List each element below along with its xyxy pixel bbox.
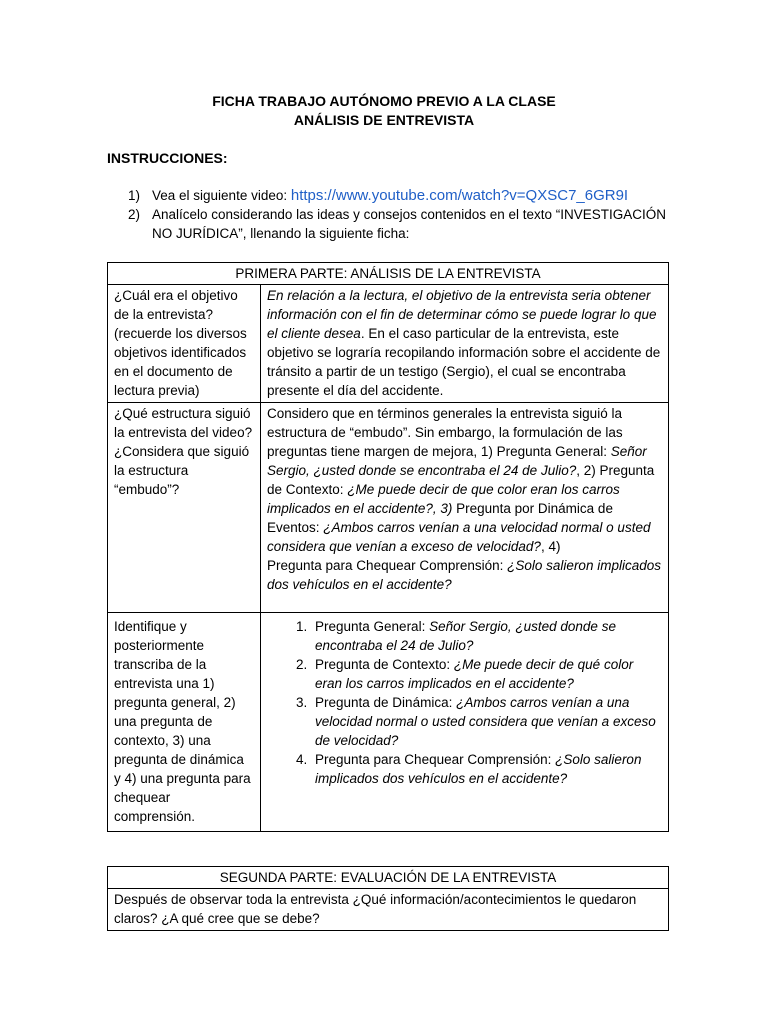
question-transcribe: Identifique y posteriormente transcriba de la entrevista una 1) pregunta general, 2) una pregunta de contexto, 3) una pregunta de dinámica y 4) una pregunta para chequear comprensión. bbox=[108, 613, 261, 832]
document-subtitle: ANÁLISIS DE ENTREVISTA bbox=[293, 112, 475, 128]
list-item: 4. Pregunta para Chequear Comprensión: ¿Solo salieron implicados dos vehículos en el accidente? bbox=[311, 750, 662, 788]
video-link[interactable]: https://www.youtube.com/watch?v=QXSC7_6GR9I bbox=[290, 187, 629, 204]
step-text: Analícelo considerando las ideas y consejos contenidos en el texto “INVESTIGACIÓN NO JURÍDICA”, llenando la siguiente ficha: bbox=[152, 207, 667, 241]
answer-transcribe[interactable] bbox=[261, 613, 669, 832]
list-item: 3. Pregunta de Dinámica: ¿Ambos carros venían a una velocidad normal o usted considera que venían a exceso de velocidad? bbox=[311, 693, 662, 750]
part2-heading: SEGUNDA PARTE: EVALUACIÓN DE LA ENTREVISTA bbox=[108, 867, 669, 889]
step-text: Vea el siguiente video: bbox=[152, 188, 291, 203]
question-structure: ¿Qué estructura siguió la entrevista del video? ¿Considera que siguió la estructura “embudo”? bbox=[108, 403, 261, 613]
evaluation-question[interactable]: Después de observar toda la entrevista ¿Qué información/acontecimientos le quedaron claros? ¿A qué cree que se debe? bbox=[108, 889, 669, 931]
list-item: 1. Pregunta General: Señor Sergio, ¿usted donde se encontraba el 24 de Julio? bbox=[311, 617, 662, 655]
evaluation-table bbox=[107, 866, 669, 931]
step-2 bbox=[128, 205, 688, 243]
question-objective: ¿Cuál era el objetivo de la entrevista? (recuerde los diversos objetivos identificados en el documento de lectura previa) bbox=[108, 285, 261, 403]
step-number: 1) bbox=[128, 188, 141, 203]
answer-structure[interactable]: Considero que en términos generales la entrevista siguió la estructura de “embudo”. Sin embargo, la formulación de las preguntas tiene margen de mejora, 1) Pregunta General: Señor Sergio, ¿usted donde se encontraba el 24 de Julio?, 2) Pregunta de Contexto: ¿Me puede decir de que color eran los carros implicados en el accidente?, 3) Pregunta por Dinámica de Eventos: ¿Ambos carros venían a una velocidad normal o usted considera que venían a exceso de velocidad?, 4) Pregunta para Chequear Comprensión: ¿Solo salieron implicados dos vehículos en el accidente? bbox=[261, 403, 669, 613]
question-list bbox=[267, 617, 662, 788]
step-1 bbox=[128, 186, 688, 205]
part1-heading: PRIMERA PARTE: ANÁLISIS DE LA ENTREVISTA bbox=[108, 263, 669, 285]
answer-objective[interactable]: En relación a la lectura, el objetivo de la entrevista seria obtener información con el fin de determinar cómo se puede lograr lo que el cliente desea. En el caso particular de la entrevista, este objetivo se lograría recopilando información sobre el accidente de tránsito a partir de un testigo (Sergio), el cual se encontraba presente el día del accidente. bbox=[261, 285, 669, 403]
instructions-heading: INSTRUCCIONES: bbox=[107, 150, 228, 166]
instruction-steps bbox=[128, 186, 688, 243]
list-item: 2. Pregunta de Contexto: ¿Me puede decir de qué color eran los carros implicados en el accidente? bbox=[311, 655, 662, 693]
document-title: FICHA TRABAJO AUTÓNOMO PREVIO A LA CLASE bbox=[212, 93, 556, 109]
analysis-table bbox=[107, 262, 669, 832]
step-number: 2) bbox=[128, 207, 141, 222]
